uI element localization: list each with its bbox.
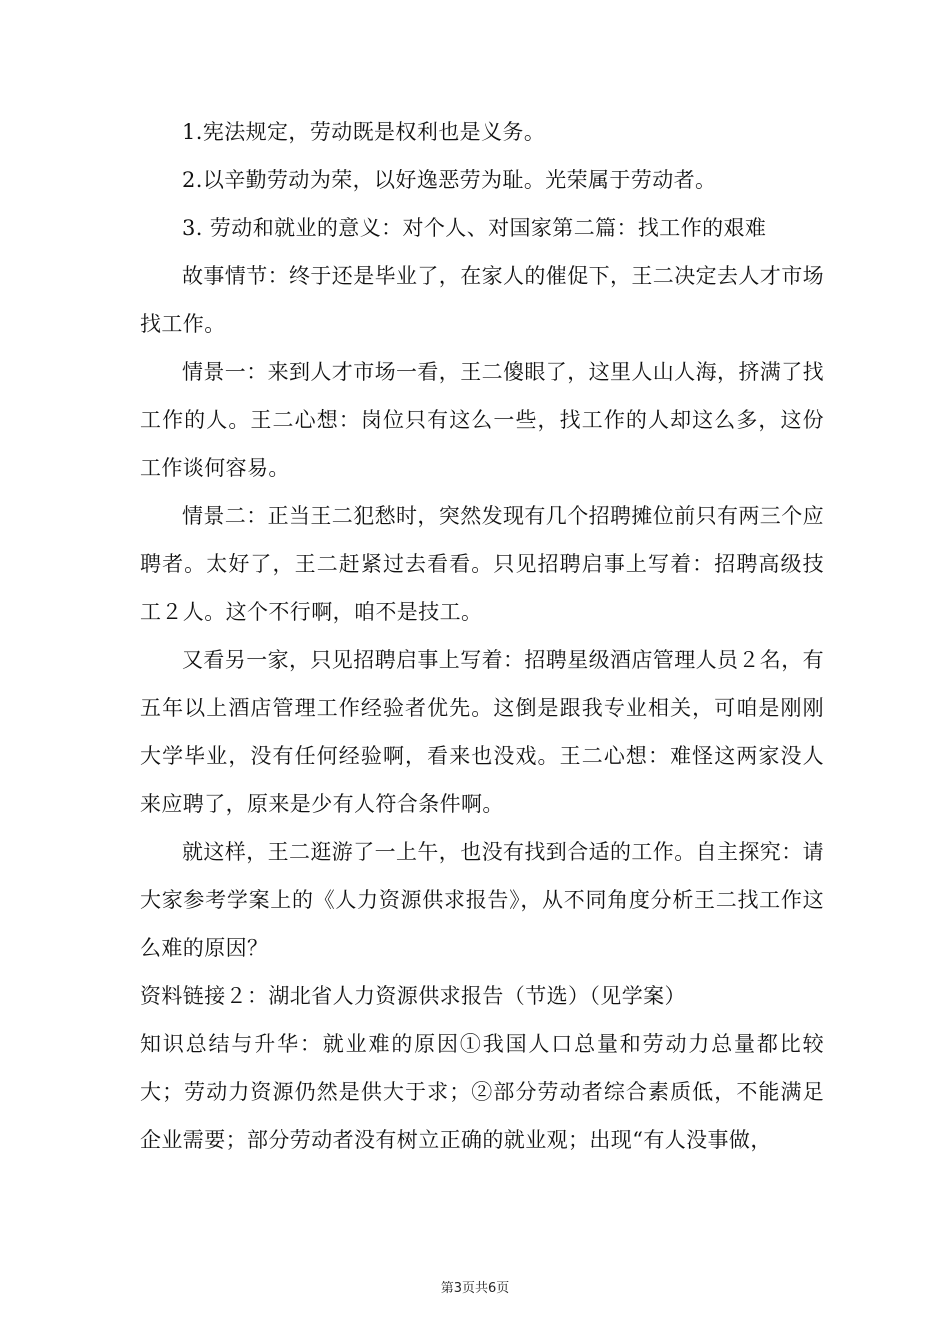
paragraph-2: 2.以辛勤劳动为荣，以好逸恶劳为耻。光荣属于劳动者。: [182, 168, 717, 192]
paragraph-knowledge-summary: 知识总结与升华：就业难的原因①我国人口总量和劳动力总量都比较大；劳动力资源仍然是供大于求；②部分劳动者综合素质低，不能满足企业需要；部分劳动者没有树立正确的就业观；出现“有人没事做，: [140, 1032, 824, 1152]
paragraph-1: 1.宪法规定，劳动既是权利也是义务。: [182, 120, 546, 144]
paragraph-material-link: 资料链接２：湖北省人力资源供求报告（节选）（见学案）: [140, 984, 686, 1008]
paragraph-another-employer: 又看另一家，只见招聘启事上写着：招聘星级酒店管理人员２名，有五年以上酒店管理工作经验者优先。这倒是跟我专业相关，可咱是刚刚大学毕业，没有任何经验啊，看来也没戏。王二心想：难怪这两家没人来应聘了，原来是少有人符合条件啊。: [140, 648, 824, 816]
document-body: [140, 108, 824, 1164]
paragraph-inquiry: 就这样，王二逛游了一上午，也没有找到合适的工作。自主探究：请大家参考学案上的《人力资源供求报告》，从不同角度分析王二找工作这么难的原因？: [140, 840, 824, 960]
paragraph-story: 故事情节：终于还是毕业了，在家人的催促下，王二决定去人才市场找工作。: [140, 264, 824, 336]
paragraph-scene-2: 情景二：正当王二犯愁时，突然发现有几个招聘摊位前只有两三个应聘者。太好了，王二赶紧过去看看。只见招聘启事上写着：招聘高级技工２人。这个不行啊，咱不是技工。: [140, 504, 824, 624]
paragraph-scene-1: 情景一：来到人才市场一看，王二傻眼了，这里人山人海，挤满了找工作的人。王二心想：岗位只有这么一些，找工作的人却这么多，这份工作谈何容易。: [140, 360, 824, 480]
page-number-footer: 第3页共6页: [440, 1281, 510, 1296]
paragraph-3: 3. 劳动和就业的意义：对个人、对国家第二篇：找工作的艰难: [182, 216, 767, 240]
